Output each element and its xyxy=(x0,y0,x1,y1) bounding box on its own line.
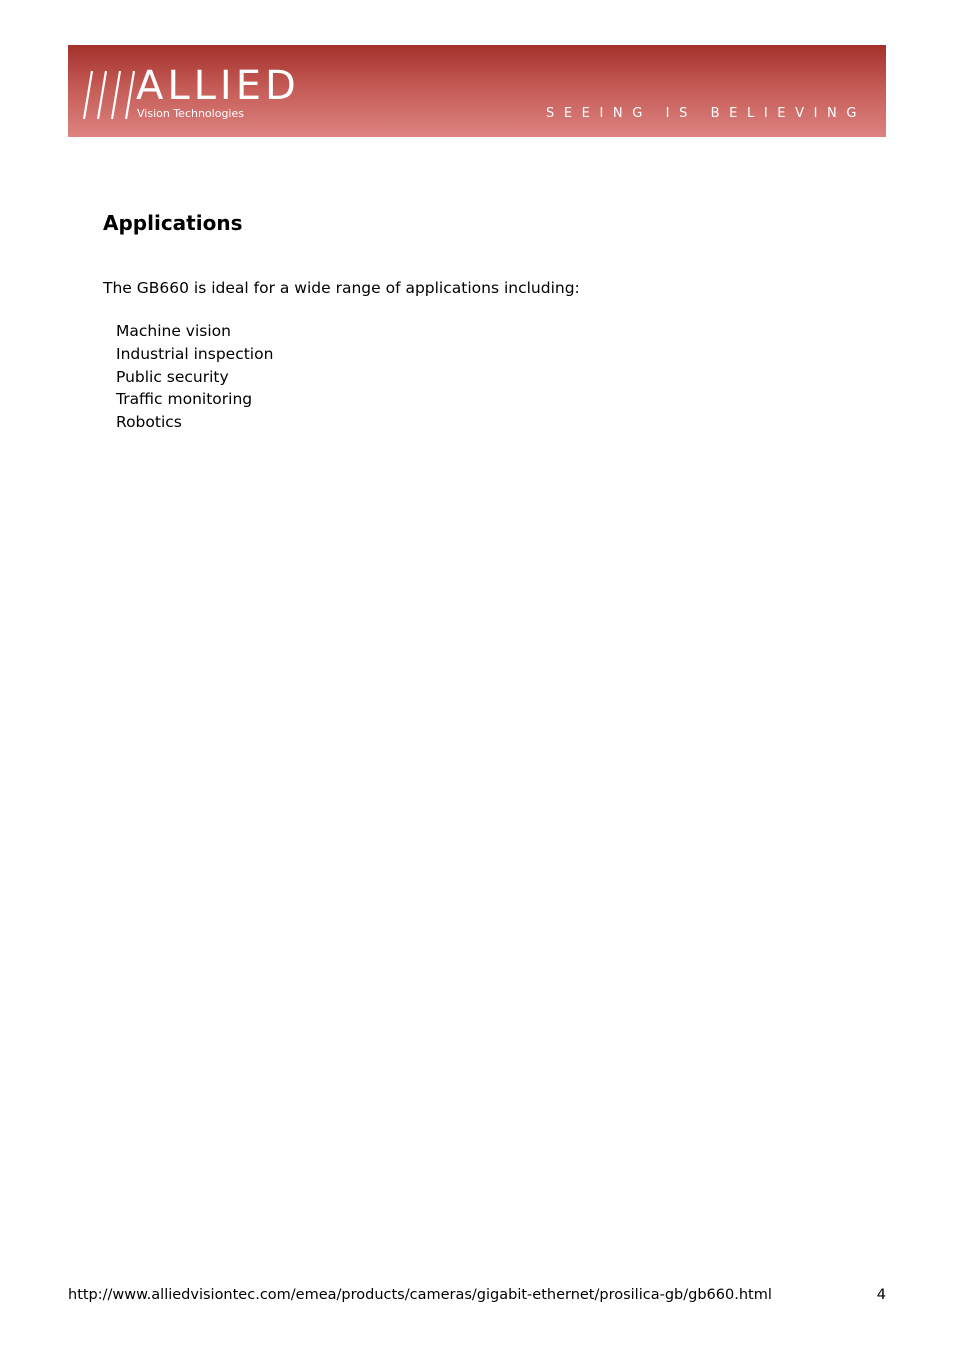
list-item: Traffic monitoring xyxy=(116,390,253,409)
tagline: SEEING IS BELIEVING xyxy=(545,106,866,121)
section-title: Applications xyxy=(103,211,243,235)
list-item: Machine vision xyxy=(116,322,231,340)
list-item: Industrial inspection xyxy=(116,344,274,363)
logo-slashes-icon xyxy=(82,63,136,123)
intro-text: The GB660 is ideal for a wide range of applications including: xyxy=(103,279,580,297)
list-item: Public security xyxy=(116,367,229,386)
logo-subtitle: Vision Technologies xyxy=(137,107,244,120)
header-banner xyxy=(68,45,886,137)
applications-list xyxy=(116,320,273,434)
list-item: Robotics xyxy=(116,413,182,432)
page-number: 4 xyxy=(876,1287,886,1303)
allied-vision-logo xyxy=(82,63,322,123)
footer-url: http://www.alliedvisiontec.com/emea/products/cameras/gigabit-ethernet/prosilica-gb/gb660.html xyxy=(68,1287,772,1303)
logo-wordmark: ALLIED xyxy=(136,63,300,109)
